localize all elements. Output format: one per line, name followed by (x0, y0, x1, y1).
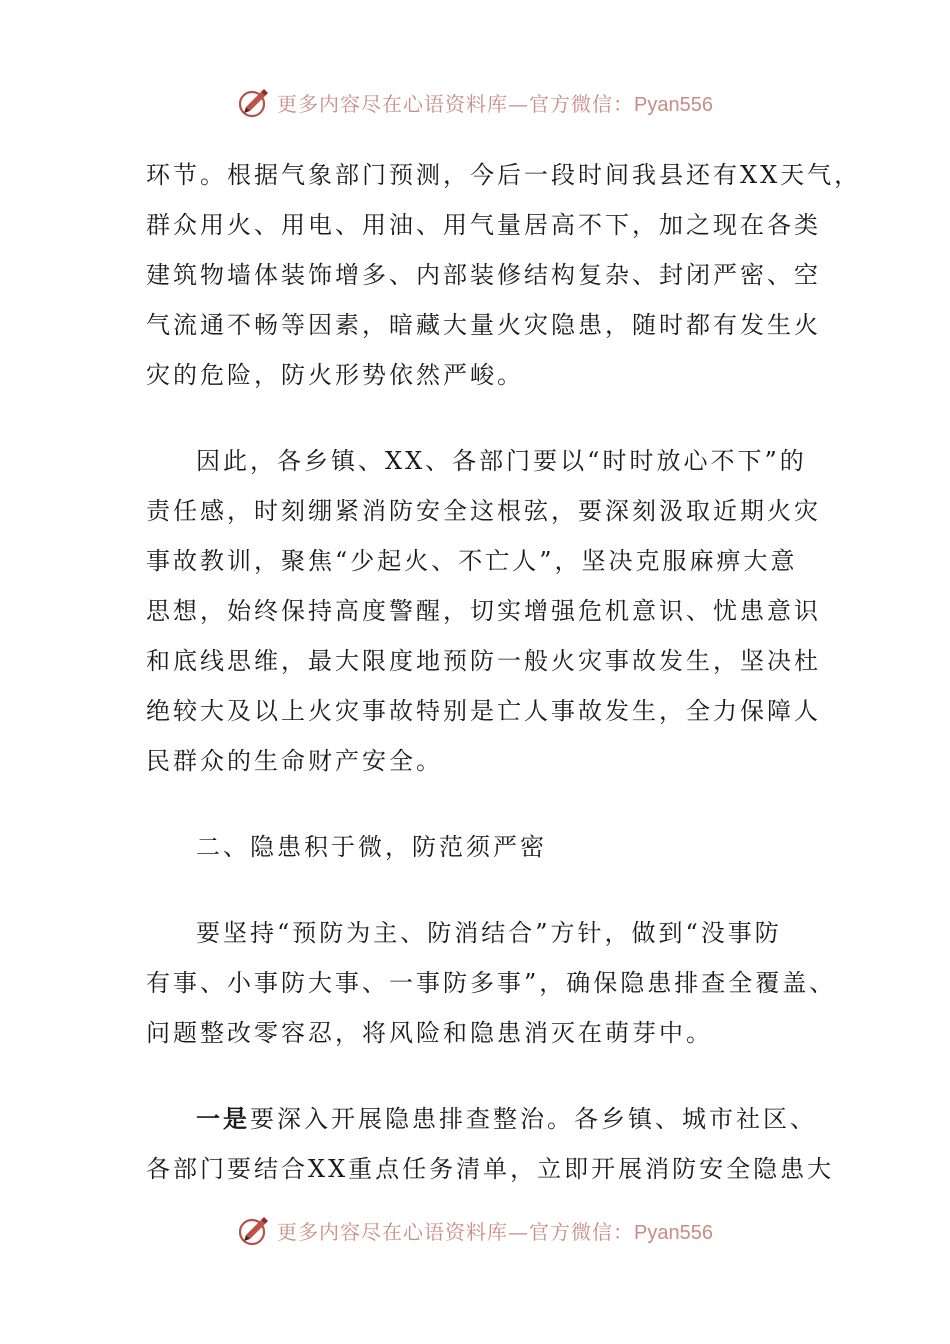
watermark-text: 更多内容尽在心语资料库—官方微信：Pyan556 (277, 91, 713, 116)
text-line: 思想，始终保持高度警醒，切实增强危机意识、忧患意识 (146, 597, 821, 625)
paragraph-responsibility (146, 436, 821, 786)
text-line: 问题整改零容忍，将风险和隐患消灭在萌芽中。 (146, 1019, 713, 1047)
paragraph-fire-risk (146, 150, 862, 400)
text-line: 因此，各乡镇、XX、各部门要以“时时放心不下”的 (196, 447, 807, 475)
text-line: 和底线思维，最大限度地预防一般火灾事故发生，坚决杜 (146, 647, 821, 675)
text-line: 有事、小事防大事、一事防多事”，确保隐患排查全覆盖、 (146, 969, 837, 997)
watermark-wechat-id: Pyan556 (634, 93, 713, 116)
paragraph-prevention-policy (146, 908, 837, 1058)
pen-logo-icon (237, 1213, 271, 1247)
pen-logo-icon (237, 85, 271, 119)
watermark-header (0, 82, 950, 122)
heading-text: 二、隐患积于微，防范须严密 (196, 833, 547, 861)
text-line: 要坚持“预防为主、防消结合”方针，做到“没事防 (196, 919, 782, 947)
document-body (146, 150, 862, 1194)
paragraph-first-measure (146, 1094, 835, 1194)
text-line: 绝较大及以上火灾事故特别是亡人事故发生，全力保障人 (146, 697, 821, 725)
text-line: 各部门要结合XX重点任务清单，立即开展消防安全隐患大 (146, 1155, 835, 1183)
text-line: 责任感，时刻绷紧消防安全这根弦，要深刻汲取近期火灾 (146, 497, 821, 525)
text-line: 事故教训，聚焦“少起火、不亡人”，坚决克服麻痹大意 (146, 547, 798, 575)
text-line: 环节。根据气象部门预测，今后一段时间我县还有XX天气， (146, 161, 862, 189)
watermark-text: 更多内容尽在心语资料库—官方微信：Pyan556 (277, 1219, 713, 1244)
text-line: 群众用火、用电、用油、用气量居高不下，加之现在各类 (146, 211, 821, 239)
watermark-footer (0, 1210, 950, 1250)
bold-lead: 一是 (196, 1104, 250, 1133)
watermark-wechat-id: Pyan556 (634, 1221, 713, 1244)
text-line: 灾的危险，防火形势依然严峻。 (146, 361, 524, 389)
text-line: 气流通不畅等因素，暗藏大量火灾隐患，随时都有发生火 (146, 311, 821, 339)
lead-rest: 要深入开展隐患排查整治。各乡镇、城市社区、 (250, 1105, 817, 1133)
section-heading (146, 822, 816, 872)
text-line: 建筑物墙体装饰增多、内部装修结构复杂、封闭严密、空 (146, 261, 821, 289)
text-line: 民群众的生命财产安全。 (146, 747, 443, 775)
text-line (146, 1094, 816, 1144)
